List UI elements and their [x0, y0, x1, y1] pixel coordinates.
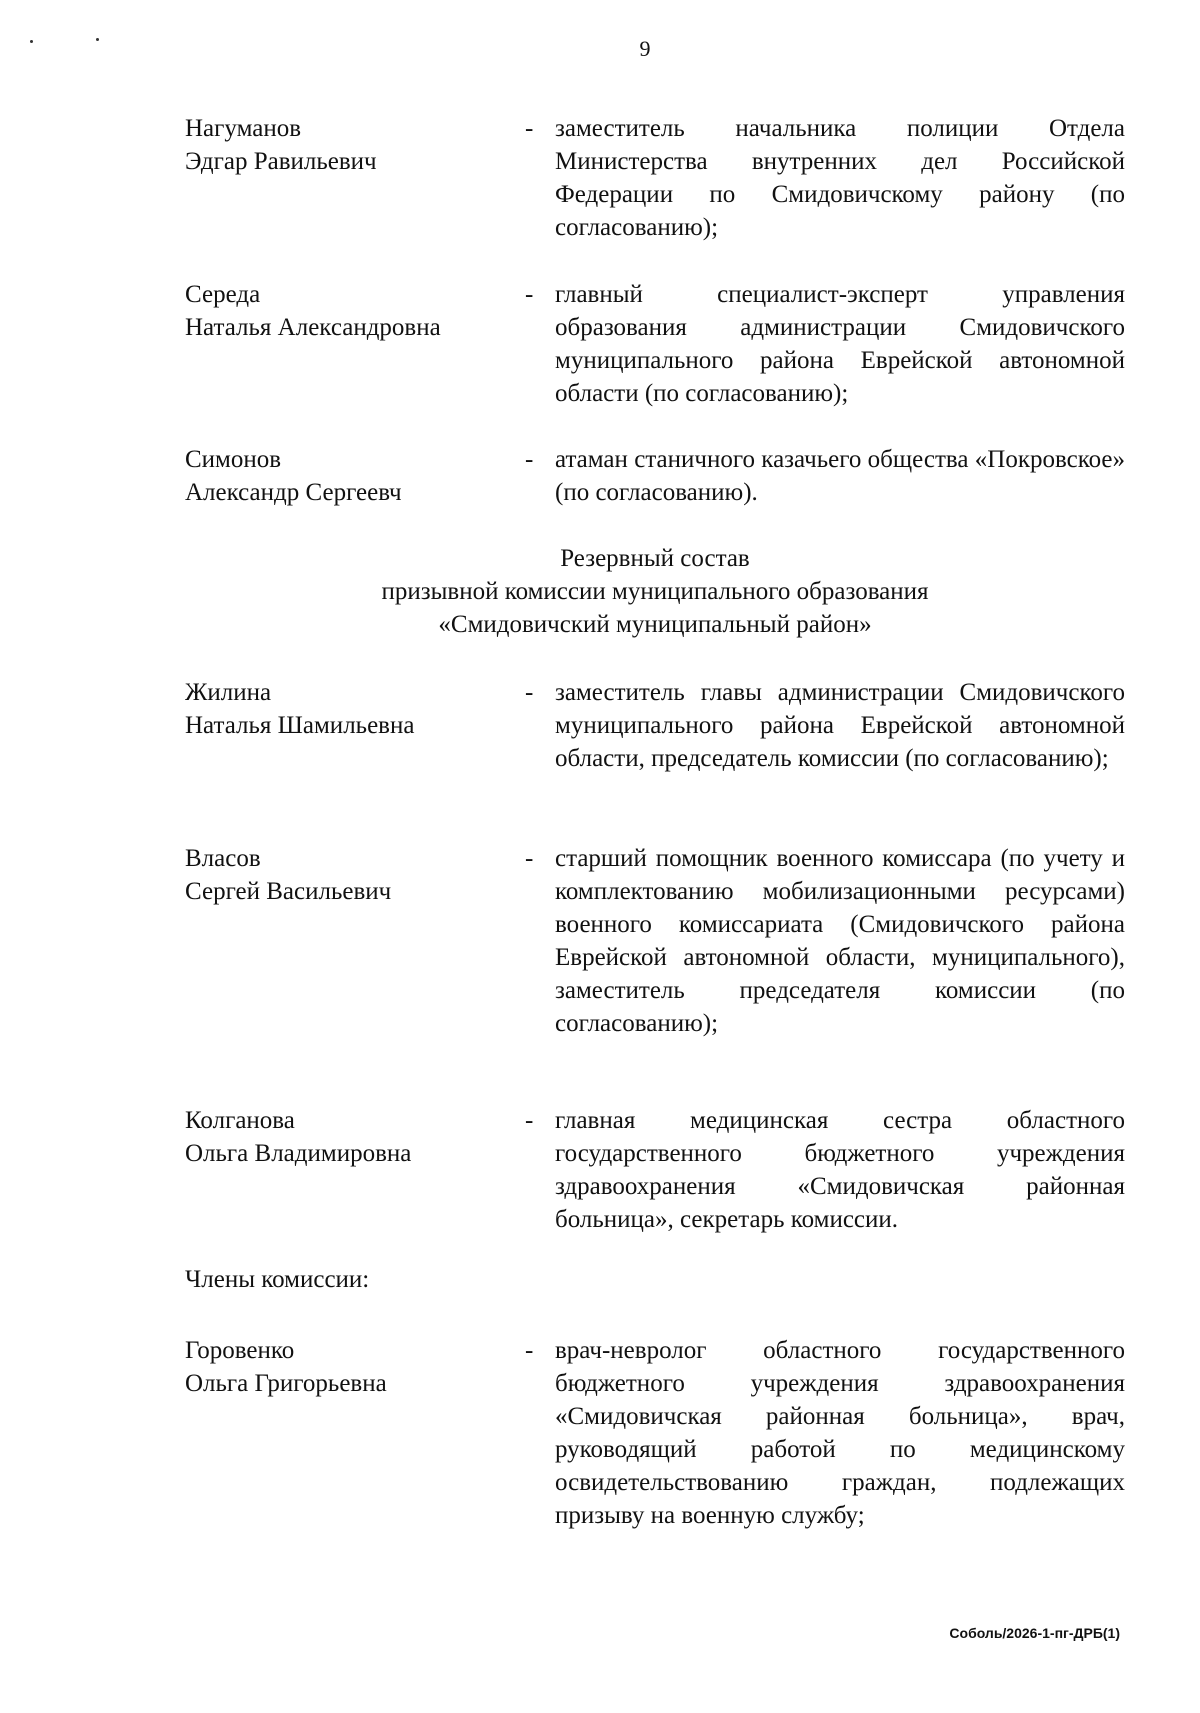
reserve-composition-heading [185, 542, 1125, 641]
member-name [185, 842, 515, 908]
dash-separator: - [525, 1337, 534, 1364]
dash-separator: - [525, 281, 534, 308]
member-given-names: Эдгар Равильевич [185, 148, 377, 175]
dash-separator: - [525, 1107, 534, 1134]
member-given-names: Наталья Шамильевна [185, 712, 415, 739]
document-code: Соболь/2026-1-пг-ДРБ(1) [949, 1625, 1120, 1641]
member-surname: Горовенко [185, 1337, 295, 1364]
member-name [185, 443, 515, 509]
member-name [185, 1334, 515, 1400]
member-role: старший помощник военного комиссара (по учету и комплектованию мобилизационными ресурсами) военного комиссариата (Смидовичского района Еврейской автономной области, муниципального), заместитель председателя комиссии (по согласованию); [555, 845, 1125, 1037]
member-given-names: Ольга Григорьевна [185, 1370, 387, 1397]
member-given-names: Ольга Владимировна [185, 1140, 412, 1167]
member-role: главный специалист-эксперт управления образования администрации Смидовичского муниципального района Еврейской автономной области (по согласованию); [555, 281, 1125, 407]
member-role: заместитель главы администрации Смидовичского муниципального района Еврейской автономной области, председатель комиссии (по согласованию); [555, 679, 1125, 772]
heading-line-2: призывной комиссии муниципального образования [381, 578, 929, 605]
member-surname: Середа [185, 281, 261, 308]
member-surname: Нагуманов [185, 115, 302, 142]
dash-separator: - [525, 446, 534, 473]
member-name [185, 1104, 515, 1170]
member-surname: Симонов [185, 446, 282, 473]
member-role: заместитель начальника полиции Отдела Министерства внутренних дел Российской Федерации по Смидовичскому району (по согласованию); [555, 115, 1125, 241]
page-number: 9 [639, 36, 651, 61]
member-name [185, 278, 515, 344]
member-role: врач-невролог областного государственного бюджетного учреждения здравоохранения «Смидовичская районная больница», врач, руководящий работой по медицинскому освидетельствованию граждан, подлежащих призыву на военную службу; [555, 1337, 1125, 1529]
members-label: Члены комиссии: [185, 1266, 370, 1293]
member-surname: Жилина [185, 679, 272, 706]
heading-line-1: Резервный состав [560, 545, 750, 572]
member-given-names: Александр Сергеевч [185, 479, 402, 506]
heading-line-3: «Смидовичский муниципальный район» [438, 611, 872, 638]
dash-separator: - [525, 679, 534, 706]
member-name [185, 112, 515, 178]
member-role: главная медицинская сестра областного государственного бюджетного учреждения здравоохранения «Смидовичская районная больница», секретарь комиссии. [555, 1107, 1125, 1233]
member-given-names: Наталья Александровна [185, 314, 441, 341]
member-surname: Колганова [185, 1107, 295, 1134]
dash-separator: - [525, 845, 534, 872]
member-given-names: Сергей Васильевич [185, 878, 392, 905]
member-name [185, 676, 515, 742]
member-surname: Власов [185, 845, 261, 872]
dash-separator: - [525, 115, 534, 142]
member-role: атаман станичного казачьего общества «Покровское» (по согласованию). [555, 446, 1125, 506]
